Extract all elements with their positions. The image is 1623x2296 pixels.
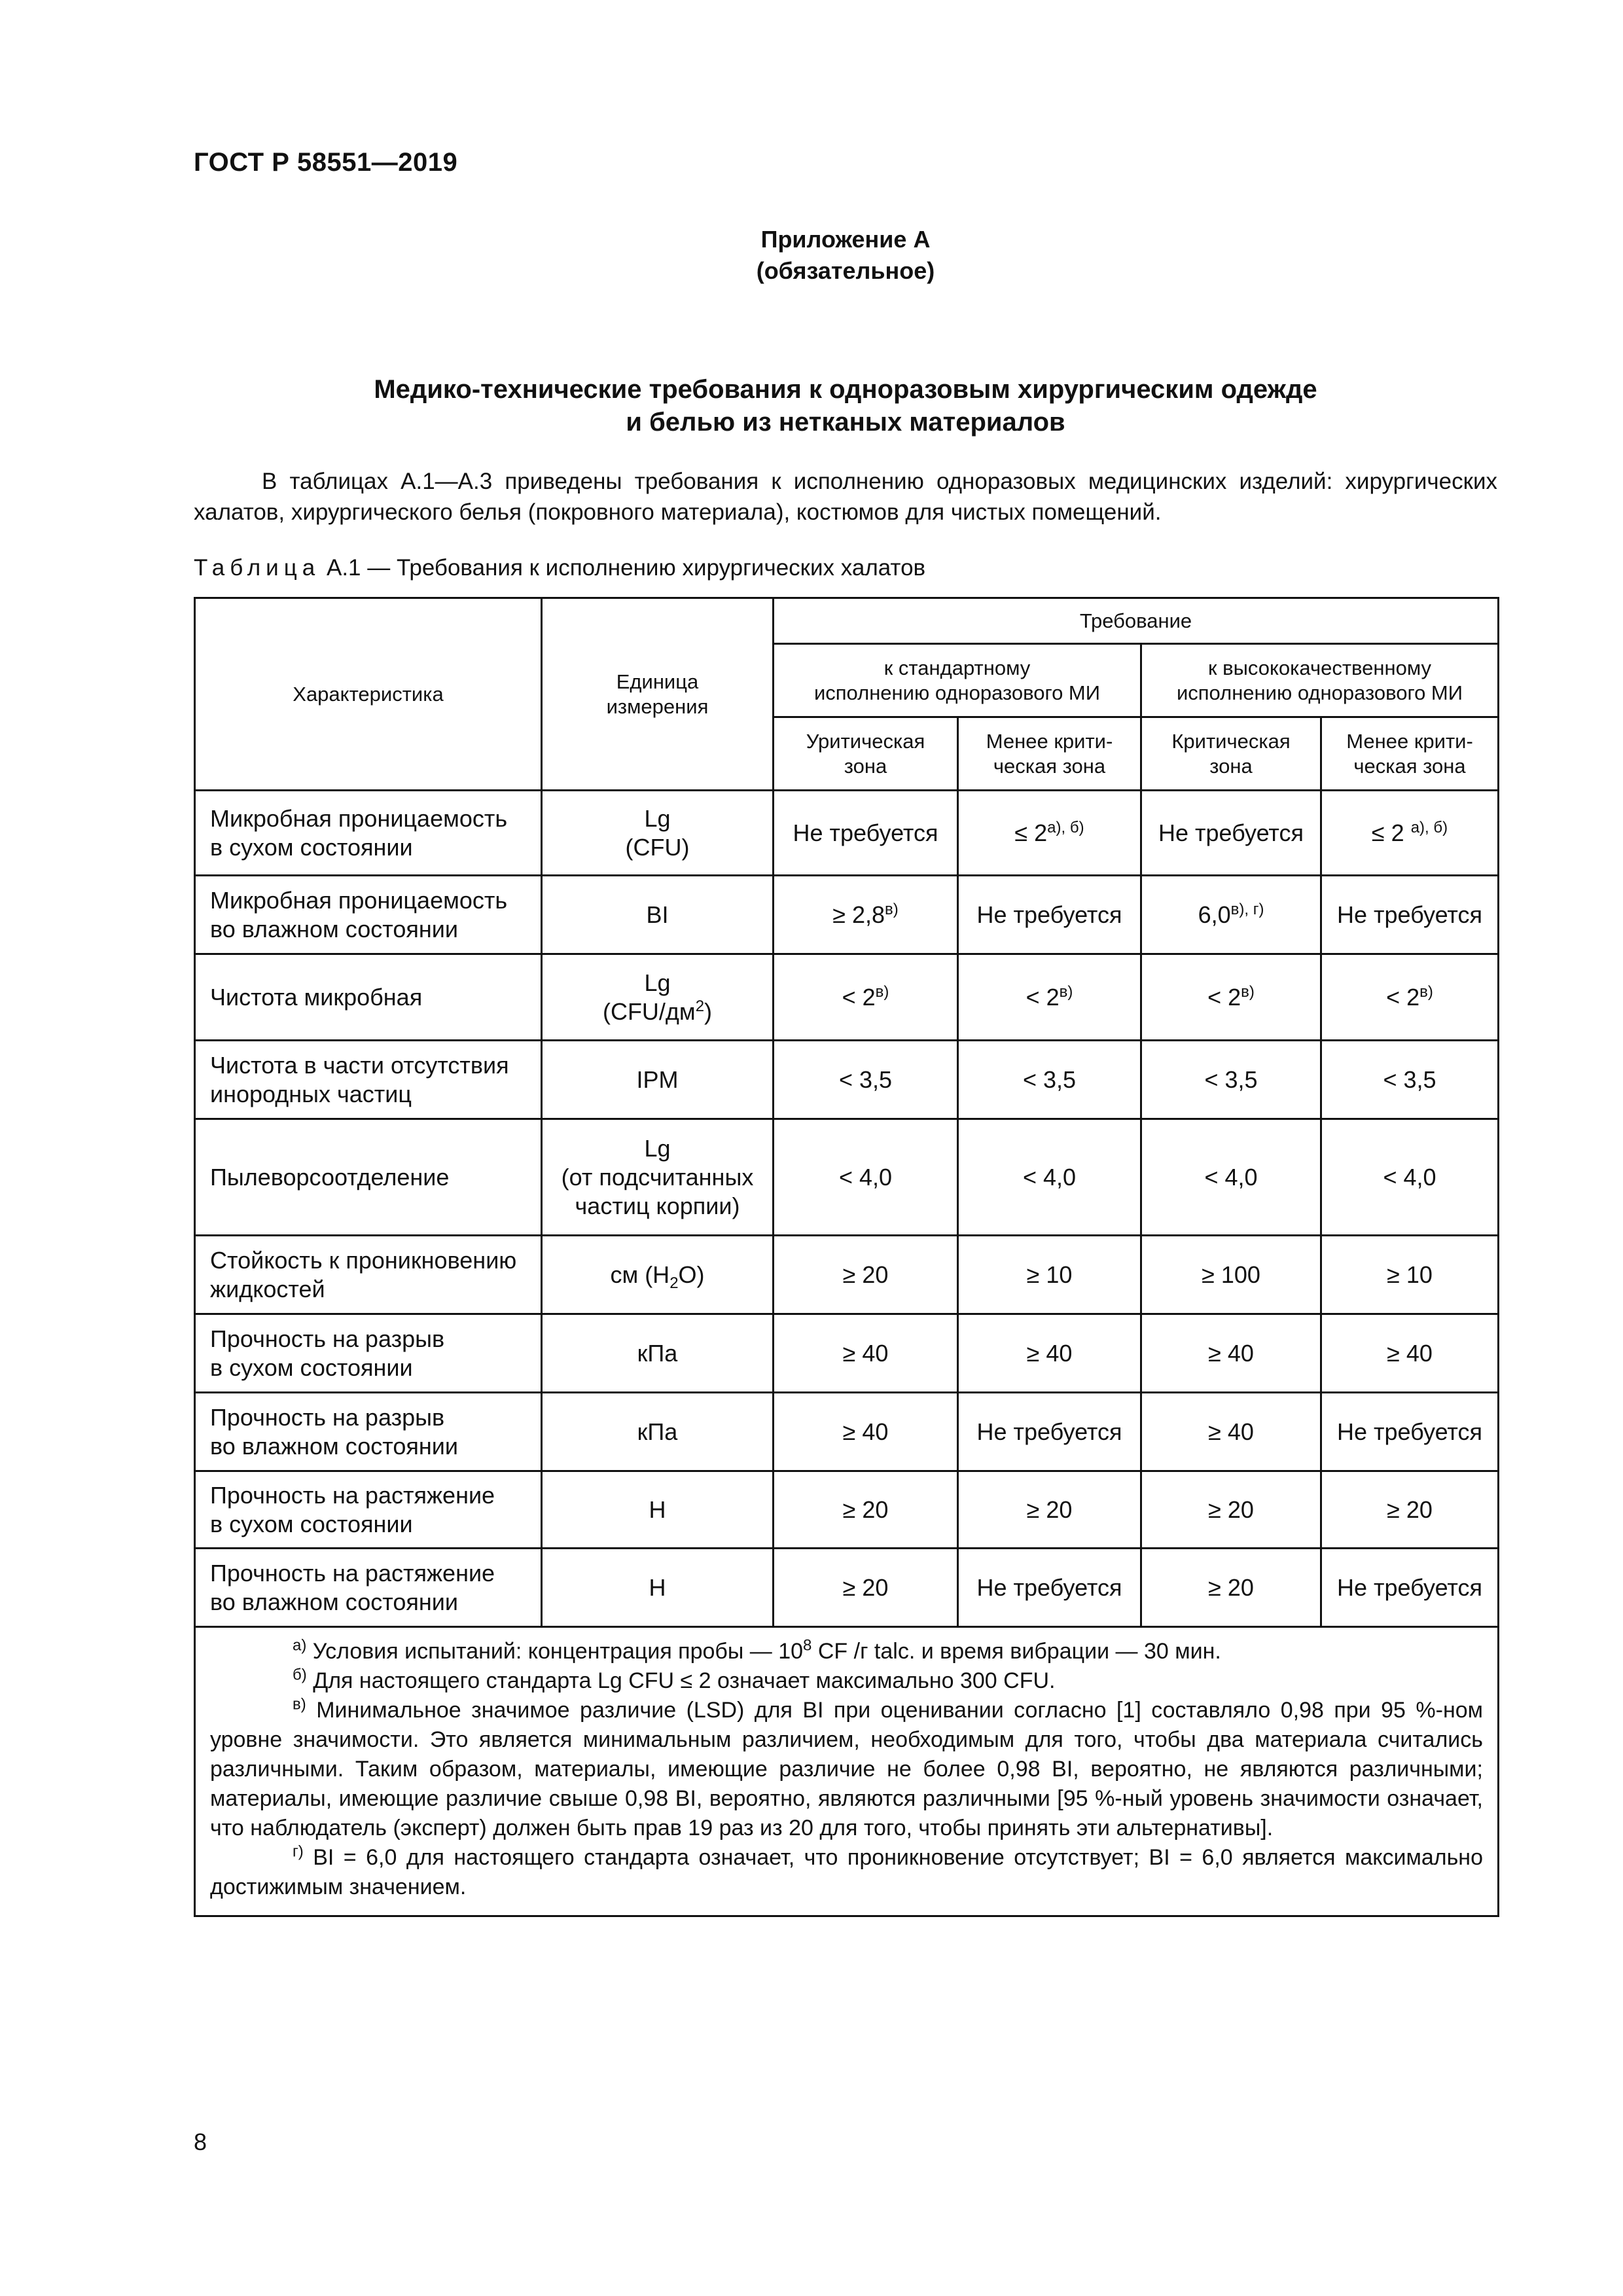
cell-value: ≥ $2,8^{в)}$ [774,876,958,954]
cell-characteristic: Прочность на растяжение во влажном состоянии [195,1549,542,1627]
cell-value: Не требуется [1321,1393,1499,1471]
table-row [195,876,1499,954]
cell-characteristic: Пылеворсоотделение [195,1119,542,1236]
cell-characteristic: Прочность на разрыв в сухом состоянии [195,1314,542,1393]
table-caption [194,555,925,581]
cell-value: ≥ 20 [958,1471,1141,1549]
cell-value: ≥ 20 [1141,1471,1321,1549]
cell-value: ≤ 2 $^{а), б)}$ [1321,791,1499,876]
cell-value: ≥ 40 [1141,1314,1321,1393]
cell-value: ≥ 20 [774,1471,958,1549]
table-row [195,1314,1499,1393]
cell-value: < 3,5 [1321,1041,1499,1119]
cell-value: < $2^{в)}$ [1141,954,1321,1041]
cell-unit: Н [542,1549,774,1627]
cell-characteristic: Стойкость к проникновению жидкостей [195,1236,542,1314]
annex-heading [194,224,1497,287]
header-characteristic: Характеристика [195,598,542,791]
table-notes [195,1627,1499,1916]
cell-unit: BI [542,876,774,954]
cell-value: < 4,0 [1141,1119,1321,1236]
cell-value: ≥ 40 [1321,1314,1499,1393]
cell-value: Не требуется [958,1393,1141,1471]
table-row [195,1119,1499,1236]
intro-paragraph [194,466,1497,528]
cell-value: ≥ 20 [774,1549,958,1627]
table-caption-label: Таблица [194,555,321,581]
cell-value: < 3,5 [774,1041,958,1119]
requirements-table [194,597,1499,1917]
cell-value: ≥ 20 [1321,1471,1499,1549]
document-title-line-1: Медико-технические требования к одноразовым хирургическим одежде [374,375,1317,404]
cell-value: ≥ 40 [774,1393,958,1471]
cell-value: Не требуется [958,876,1141,954]
table-row [195,1471,1499,1549]
cell-value: < 3,5 [1141,1041,1321,1119]
table-caption-text: А.1 — Требования к исполнению хирургических халатов [326,555,926,581]
header-standard: к стандартному исполнению одноразового МИ [774,644,1141,717]
cell-value: < 4,0 [958,1119,1141,1236]
cell-value: ≥ 20 [1141,1549,1321,1627]
document-title [194,373,1497,439]
header-requirement: Требование [774,598,1499,644]
table-row [195,954,1499,1041]
cell-value: Не требуется [1141,791,1321,876]
table-row [195,1393,1499,1471]
cell-value: < 4,0 [774,1119,958,1236]
cell-characteristic: Чистота микробная [195,954,542,1041]
cell-characteristic: Прочность на разрыв во влажном состоянии [195,1393,542,1471]
table-notes-row [195,1627,1499,1916]
cell-unit: Lg (CFU) [542,791,774,876]
header-less-critical-zone-standard: Менее крити- ческая зона [958,717,1141,791]
cell-value: ≥ 40 [1141,1393,1321,1471]
cell-value: < 4,0 [1321,1119,1499,1236]
standard-code: ГОСТ Р 58551—2019 [194,148,458,177]
cell-unit: Lg (от подсчитанных частиц корпии) [542,1119,774,1236]
table-row [195,791,1499,876]
cell-unit: кПа [542,1393,774,1471]
document-title-line-2: и белью из нетканых материалов [626,408,1065,437]
table-row [195,1236,1499,1314]
cell-unit: Lg $(CFU/дм^2)$ [542,954,774,1041]
cell-characteristic: Прочность на растяжение в сухом состоянии [195,1471,542,1549]
cell-value: Не требуется [774,791,958,876]
cell-value: ≥ 40 [774,1314,958,1393]
cell-unit: IPM [542,1041,774,1119]
cell-unit: Н [542,1471,774,1549]
cell-value: $6,0^{в), г)}$ [1141,876,1321,954]
cell-value: ≥ 10 [1321,1236,1499,1314]
annex-title: Приложение А [760,226,931,253]
cell-value: < $2^{в)}$ [958,954,1141,1041]
cell-characteristic: Микробная проницаемость в сухом состоянии [195,791,542,876]
cell-unit: кПа [542,1314,774,1393]
cell-characteristic: Чистота в части отсутствия инородных частиц [195,1041,542,1119]
footnote-d: $^{г)}$ BI = 6,0 для настоящего стандарта означает, что проникновение отсутствует; BI = 6,0 является максимально достижимым значением. [210,1842,1483,1899]
cell-value: ≤ $2^{а), б)}$ [958,791,1141,876]
cell-value: ≥ 40 [958,1314,1141,1393]
page-number: 8 [194,2128,207,2155]
footnote-a: $^{а)}$ Условия испытаний: концентрация пробы — $10^8$ CF /г talc. и время вибрации — 30 мин. [293,1636,1221,1664]
footnote-b: $^{б)}$ Для настоящего стандарта Lg CFU ≤ 2 означает максимально 300 CFU. [293,1666,1056,1693]
cell-characteristic: Микробная проницаемость во влажном состоянии [195,876,542,954]
footnote-c: $^{в)}$ Минимальное значимое различие (LSD) для BI при оценивании согласно [1] составляло 0,98 при 95 %-ном уровне значимости. Это является минимальным различием, необходимым для того, чтобы два материала считались различными. Таким образом, материалы, имеющие различие не более 0,98 BI, вероятно, не являются различными; материалы, имеющие различие свыше 0,98 BI, вероятно, являются различными [95 %-ный уровень значимости означает, что наблюдатель (эксперт) должен быть прав 19 раз из 20 для того, чтобы принять эти альтернативы]. [210,1695,1483,1840]
cell-value: Не требуется [958,1549,1141,1627]
header-critical-zone-standard: Уритическая зона [774,717,958,791]
cell-value: ≥ 10 [958,1236,1141,1314]
cell-value: ≥ 20 [774,1236,958,1314]
cell-value: < 3,5 [958,1041,1141,1119]
header-critical-zone-high: Критическая зона [1141,717,1321,791]
cell-value: Не требуется [1321,876,1499,954]
intro-text: В таблицах А.1—А.3 приведены требования к исполнению одноразовых медицинских изделий: хирургических халатов, хирургического белья (покровного материала), костюмов для чистых помещений. [194,469,1497,525]
cell-value: < $2^{в)}$ [774,954,958,1041]
table-row [195,1549,1499,1627]
cell-value: < $2^{в)}$ [1321,954,1499,1041]
header-high-quality: к высококачественному исполнению одноразового МИ [1141,644,1499,717]
table-row [195,1041,1499,1119]
cell-value: Не требуется [1321,1549,1499,1627]
annex-status: (обязательное) [756,257,935,284]
header-less-critical-zone-high: Менее крити- ческая зона [1321,717,1499,791]
header-unit: Единица измерения [542,598,774,791]
cell-unit: см $(H_2O)$ [542,1236,774,1314]
cell-value: ≥ 100 [1141,1236,1321,1314]
